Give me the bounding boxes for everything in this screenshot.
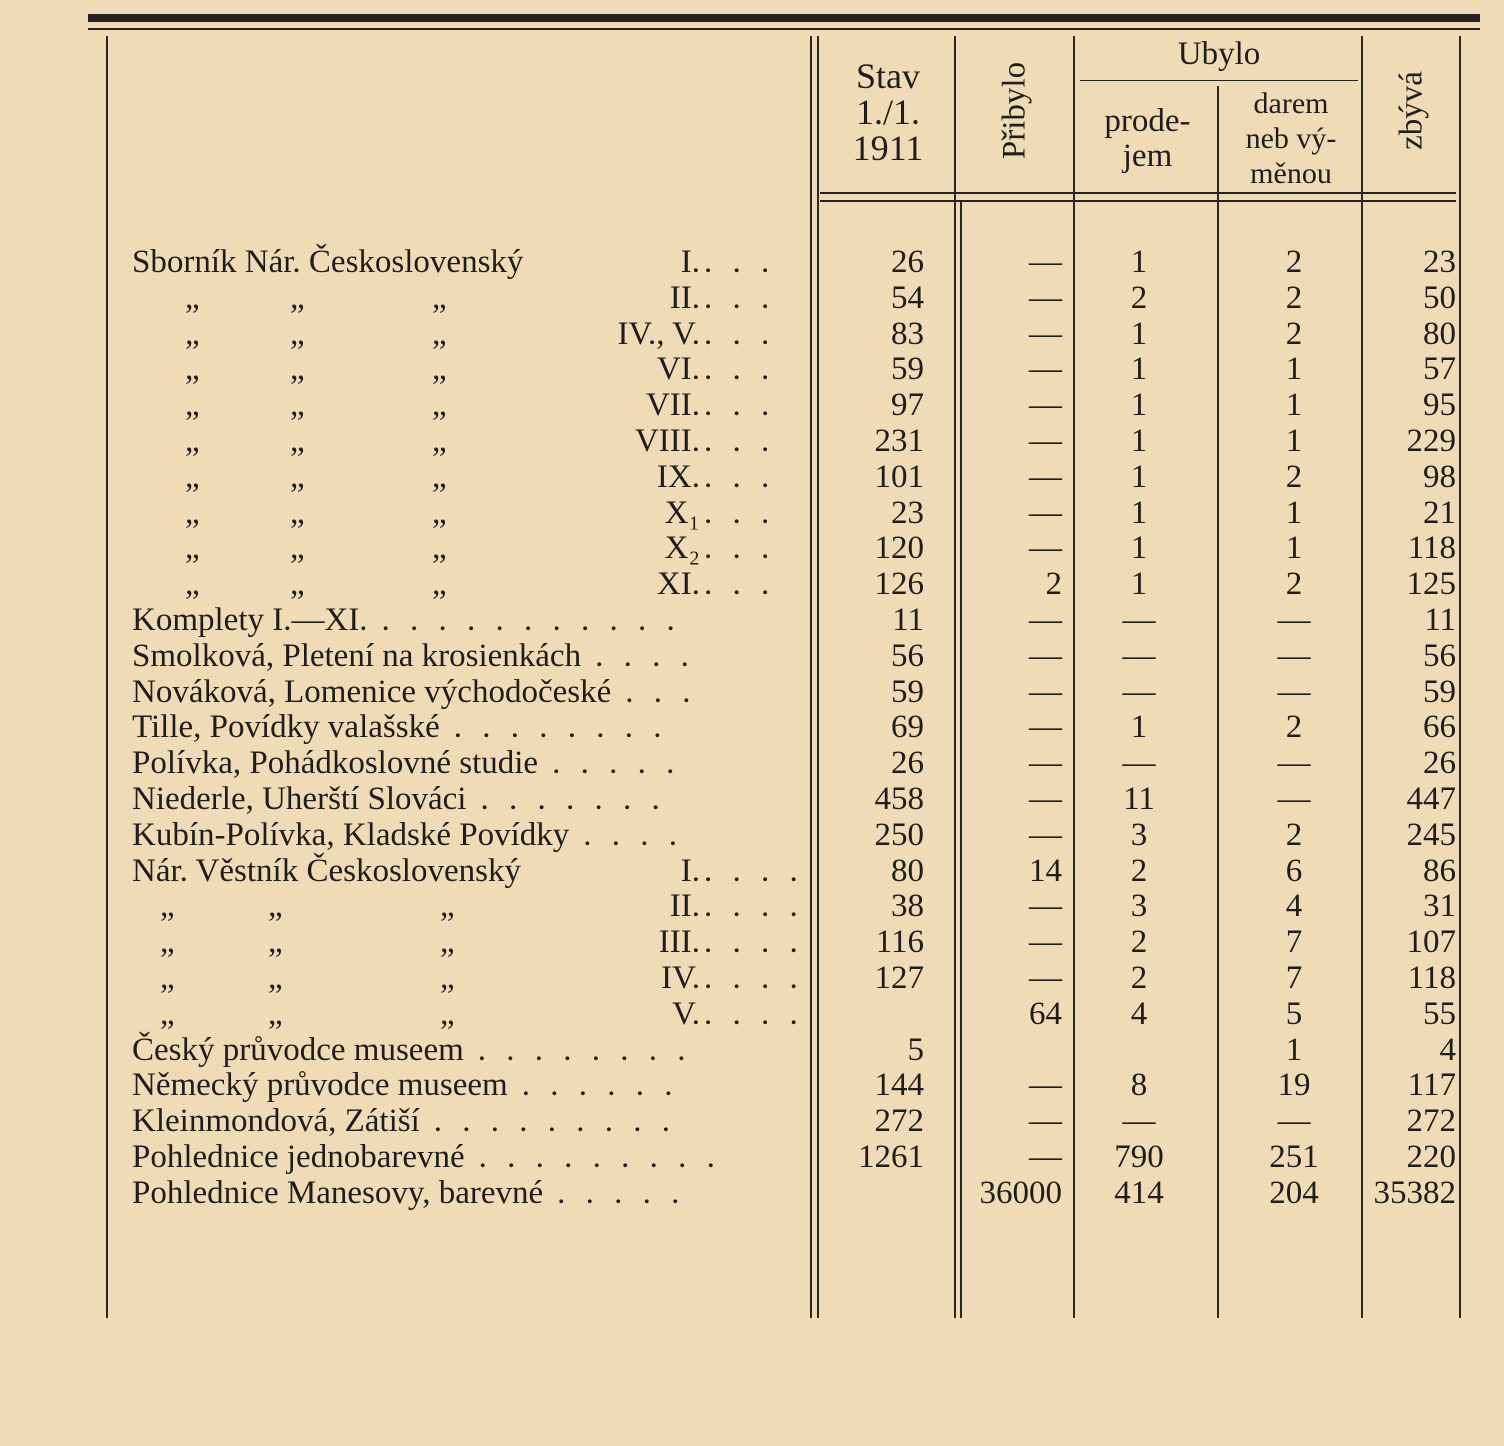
- row-name: Smolková, Pletení na krosienkách: [132, 637, 582, 674]
- row-name: Nováková, Lomenice východočeské: [132, 673, 612, 710]
- table-row: [0, 638, 1504, 674]
- header-darem-line-1: darem: [1253, 87, 1329, 120]
- ditto-mark: „: [160, 995, 175, 1032]
- cell-prodejem: 8: [1130, 1067, 1148, 1104]
- cell-zbyva: 107: [1406, 924, 1456, 961]
- cell-prodejem: 414: [1114, 1174, 1164, 1211]
- row-name: Sborník Nár. Československý: [132, 244, 524, 280]
- cell-stav: 23: [891, 494, 924, 531]
- cell-darem: 7: [1285, 960, 1303, 996]
- cell-pribylo: —: [1029, 244, 1062, 280]
- ditto-mark: „: [432, 458, 447, 495]
- cell-stav: 26: [891, 244, 924, 280]
- cell-pribylo: —: [1029, 315, 1062, 352]
- cell-prodejem: 1: [1130, 351, 1148, 388]
- row-leader-dots: . . . . . . . . .: [433, 1103, 677, 1140]
- cell-stav: 38: [891, 888, 924, 925]
- row-leader-dots: . . . .: [595, 637, 695, 674]
- cell-darem: 1: [1285, 423, 1303, 459]
- ditto-mark: „: [268, 960, 283, 996]
- cell-stav: 272: [874, 1103, 924, 1140]
- cell-prodejem: —: [1122, 673, 1156, 710]
- ditto-mark: „: [185, 494, 200, 531]
- table-row: [0, 316, 1504, 352]
- header-stav-line-3: 1911: [852, 128, 924, 168]
- top-rule-thick: [88, 14, 1480, 22]
- cell-stav: 80: [891, 852, 924, 889]
- cell-darem: 2: [1285, 244, 1303, 280]
- row-name: Pohlednice Manesovy, barevné: [132, 1174, 544, 1211]
- row-volume: IV.: [661, 960, 700, 996]
- row-name: Kubín-Polívka, Kladské Povídky: [132, 816, 570, 853]
- cell-prodejem: 1: [1130, 423, 1148, 459]
- table-row: [0, 924, 1504, 960]
- ditto-mark: „: [440, 888, 455, 925]
- table-row: [0, 423, 1504, 459]
- table-row: [0, 888, 1504, 924]
- cell-zbyva: 55: [1423, 995, 1456, 1032]
- cell-zbyva: 57: [1423, 351, 1456, 388]
- row-leader-dots: . . . . .: [557, 1174, 686, 1211]
- cell-darem: 2: [1285, 566, 1303, 603]
- table-row: [0, 566, 1504, 602]
- ditto-mark: „: [290, 387, 305, 424]
- ditto-mark: „: [185, 458, 200, 495]
- cell-stav: 101: [874, 458, 924, 495]
- ditto-mark: „: [432, 279, 447, 316]
- cell-prodejem: 3: [1130, 888, 1148, 925]
- cell-zbyva: 245: [1406, 816, 1456, 853]
- cell-zbyva: 118: [1407, 960, 1456, 996]
- cell-zbyva: 272: [1406, 1103, 1456, 1140]
- cell-darem: 1: [1285, 351, 1303, 388]
- row-name: Tille, Povídky valašské: [132, 709, 440, 746]
- ditto-mark: „: [440, 960, 455, 996]
- ubylo-underline: [1080, 80, 1358, 81]
- cell-zbyva: 447: [1406, 781, 1456, 817]
- cell-pribylo: —: [1029, 530, 1062, 567]
- header-darem-line-3: měnou: [1250, 157, 1332, 190]
- table-row: [0, 817, 1504, 853]
- ditto-mark: „: [432, 387, 447, 424]
- cell-darem: 2: [1285, 279, 1303, 316]
- cell-zbyva: 66: [1423, 709, 1456, 746]
- cell-prodejem: 1: [1130, 566, 1148, 603]
- header-darem-line-2: neb vý-: [1245, 122, 1337, 155]
- cell-darem: 2: [1285, 709, 1303, 746]
- row-name: Kleinmondová, Zátiší: [132, 1103, 420, 1140]
- ditto-mark: „: [268, 888, 283, 925]
- cell-stav: 458: [874, 781, 924, 817]
- cell-zbyva: 31: [1423, 888, 1456, 925]
- cell-pribylo: 14: [1029, 852, 1062, 889]
- cell-zbyva: 125: [1406, 566, 1456, 603]
- row-leader-dots: . . .: [704, 530, 776, 567]
- ditto-mark: „: [185, 279, 200, 316]
- cell-prodejem: —: [1122, 602, 1156, 638]
- cell-zbyva: 23: [1423, 244, 1456, 280]
- cell-zbyva: 95: [1423, 387, 1456, 424]
- row-leader-dots: . . . . . . . . .: [478, 1139, 721, 1175]
- cell-darem: 1: [1285, 387, 1303, 424]
- ditto-mark: „: [268, 995, 283, 1032]
- row-volume: XI.: [656, 566, 700, 603]
- row-leader-dots: . . . . . .: [521, 1067, 679, 1104]
- ditto-mark: „: [160, 888, 175, 925]
- cell-darem: —: [1277, 781, 1311, 817]
- table-row: [0, 709, 1504, 745]
- header-stav-line-1: Stav: [855, 56, 920, 96]
- cell-stav: 127: [874, 960, 924, 996]
- cell-pribylo: 2: [1045, 566, 1062, 603]
- ditto-mark: „: [290, 279, 305, 316]
- table-row: [0, 1139, 1504, 1175]
- cell-pribylo: —: [1029, 816, 1062, 853]
- row-volume: X₁: [664, 494, 700, 531]
- cell-prodejem: 790: [1114, 1139, 1164, 1175]
- table-row: [0, 745, 1504, 781]
- cell-darem: 2: [1285, 315, 1303, 352]
- cell-stav: 59: [891, 351, 924, 388]
- cell-darem: 251: [1269, 1139, 1319, 1175]
- cell-pribylo: —: [1029, 279, 1062, 316]
- row-volume: VIII.: [634, 423, 700, 459]
- table-row: [0, 781, 1504, 817]
- cell-zbyva: 220: [1406, 1139, 1456, 1175]
- table-row: [0, 495, 1504, 531]
- row-name: Německý průvodce museem: [132, 1067, 508, 1104]
- cell-stav: 54: [891, 279, 924, 316]
- header-ubylo: Ubylo: [1177, 36, 1261, 72]
- cell-pribylo: —: [1029, 673, 1062, 710]
- header-zbyva: zbývá: [1393, 71, 1430, 150]
- header-darem: [1222, 86, 1360, 191]
- cell-stav: 231: [874, 423, 924, 459]
- row-volume: X₂: [664, 530, 700, 567]
- cell-prodejem: 1: [1130, 387, 1148, 424]
- ditto-mark: „: [290, 423, 305, 459]
- cell-zbyva: 59: [1423, 673, 1456, 710]
- cell-zbyva: 118: [1407, 530, 1456, 567]
- row-name: Komplety I.—XI.: [132, 602, 368, 638]
- row-name: Pohlednice jednobarevné: [132, 1139, 465, 1175]
- row-volume: II.: [669, 279, 700, 316]
- table-row: [0, 1103, 1504, 1139]
- row-leader-dots: . . . . . . . .: [453, 709, 668, 746]
- table-row: [0, 674, 1504, 710]
- ditto-mark: „: [160, 960, 175, 996]
- ditto-mark: „: [432, 315, 447, 352]
- row-leader-dots: . . . .: [704, 888, 804, 925]
- row-name: Český průvodce museem: [132, 1031, 464, 1068]
- row-volume: II.: [669, 888, 700, 925]
- table-row: [0, 459, 1504, 495]
- cell-prodejem: 1: [1130, 494, 1148, 531]
- row-leader-dots: . . . .: [704, 924, 804, 961]
- row-leader-dots: . . .: [704, 244, 776, 280]
- row-leader-dots: . . .: [704, 279, 776, 316]
- table-row: [0, 530, 1504, 566]
- cell-zbyva: 21: [1423, 494, 1456, 531]
- cell-stav: 1261: [858, 1139, 924, 1175]
- row-leader-dots: . . . .: [704, 995, 804, 1032]
- cell-pribylo: —: [1029, 494, 1062, 531]
- cell-prodejem: 1: [1130, 709, 1148, 746]
- cell-zbyva: 80: [1423, 315, 1456, 352]
- header-prodejem-line-1: prode-: [1104, 103, 1191, 139]
- cell-prodejem: 1: [1130, 458, 1148, 495]
- row-volume: VII.: [645, 387, 700, 424]
- cell-darem: 1: [1285, 530, 1303, 567]
- cell-zbyva: 35382: [1373, 1174, 1456, 1211]
- row-leader-dots: . . .: [704, 566, 776, 603]
- cell-darem: —: [1277, 637, 1311, 674]
- cell-zbyva: 98: [1423, 458, 1456, 495]
- header-stav: [825, 58, 951, 166]
- cell-zbyva: 50: [1423, 279, 1456, 316]
- row-leader-dots: . . .: [704, 423, 776, 459]
- cell-pribylo: —: [1029, 351, 1062, 388]
- cell-stav: 69: [891, 709, 924, 746]
- cell-pribylo: —: [1029, 637, 1062, 674]
- row-leader-dots: . . . . . . . .: [477, 1031, 692, 1068]
- cell-pribylo: —: [1029, 458, 1062, 495]
- row-leader-dots: . . .: [704, 458, 776, 495]
- ditto-mark: „: [432, 423, 447, 459]
- header-prodejem: [1080, 104, 1215, 174]
- row-leader-dots: . . .: [704, 351, 776, 388]
- row-leader-dots: . . .: [704, 315, 776, 352]
- cell-stav: 250: [874, 816, 924, 853]
- cell-pribylo: —: [1029, 1103, 1062, 1140]
- ditto-mark: „: [290, 351, 305, 388]
- cell-zbyva: 26: [1423, 745, 1456, 782]
- cell-stav: 97: [891, 387, 924, 424]
- ditto-mark: „: [185, 530, 200, 567]
- table-row: [0, 853, 1504, 889]
- cell-prodejem: —: [1122, 637, 1156, 674]
- cell-darem: 4: [1285, 888, 1303, 925]
- cell-stav: 11: [892, 602, 924, 638]
- cell-stav: 120: [874, 530, 924, 567]
- cell-zbyva: 11: [1424, 602, 1456, 638]
- row-name: Nár. Věstník Československý: [132, 852, 521, 889]
- table-row: [0, 351, 1504, 387]
- ditto-mark: „: [440, 995, 455, 1032]
- ditto-mark: „: [185, 423, 200, 459]
- row-volume: I.: [680, 244, 700, 280]
- cell-stav: 126: [874, 566, 924, 603]
- ditto-mark: „: [290, 315, 305, 352]
- header-pribylo: Přibylo: [996, 61, 1033, 160]
- cell-stav: 5: [907, 1031, 924, 1068]
- cell-stav: 116: [875, 924, 924, 961]
- cell-prodejem: 1: [1130, 530, 1148, 567]
- ditto-mark: „: [185, 315, 200, 352]
- cell-stav: 59: [891, 673, 924, 710]
- table-row: [0, 1067, 1504, 1103]
- ditto-mark: „: [290, 530, 305, 567]
- table-row: [0, 602, 1504, 638]
- cell-prodejem: 1: [1130, 244, 1148, 280]
- cell-pribylo: —: [1029, 960, 1062, 996]
- row-leader-dots: . . . . . . .: [480, 781, 666, 817]
- row-leader-dots: . . . . . . . . . . .: [381, 602, 681, 638]
- table-row: [0, 1175, 1504, 1211]
- ditto-mark: „: [185, 351, 200, 388]
- cell-pribylo: —: [1029, 781, 1062, 817]
- ditto-mark: „: [268, 924, 283, 961]
- cell-darem: 1: [1285, 494, 1303, 531]
- cell-stav: 56: [891, 637, 924, 674]
- ditto-mark: „: [432, 351, 447, 388]
- cell-darem: 7: [1285, 924, 1303, 961]
- cell-pribylo: 36000: [979, 1174, 1062, 1211]
- header-bottom-rule-1: [820, 192, 1456, 194]
- cell-pribylo: —: [1029, 423, 1062, 459]
- cell-darem: 204: [1269, 1174, 1319, 1211]
- row-leader-dots: . . .: [704, 387, 776, 424]
- table-row: [0, 960, 1504, 996]
- row-leader-dots: . . . .: [583, 816, 683, 853]
- top-rule-thin: [88, 28, 1480, 30]
- row-leader-dots: . . .: [704, 494, 776, 531]
- row-leader-dots: . . .: [625, 673, 697, 710]
- cell-prodejem: 2: [1130, 852, 1148, 889]
- table-row: [0, 1032, 1504, 1068]
- cell-pribylo: —: [1029, 602, 1062, 638]
- cell-pribylo: —: [1029, 924, 1062, 961]
- cell-stav: 83: [891, 315, 924, 352]
- row-leader-dots: . . . . .: [552, 745, 681, 782]
- row-volume: I.: [680, 852, 700, 889]
- cell-prodejem: 2: [1130, 279, 1148, 316]
- cell-pribylo: —: [1029, 709, 1062, 746]
- cell-darem: —: [1277, 745, 1311, 782]
- ditto-mark: „: [290, 458, 305, 495]
- row-volume: IV., V.: [617, 315, 700, 352]
- row-volume: III.: [658, 924, 700, 961]
- cell-zbyva: 229: [1406, 423, 1456, 459]
- cell-darem: —: [1277, 1103, 1311, 1140]
- cell-pribylo: —: [1029, 1139, 1062, 1175]
- table-row: [0, 244, 1504, 280]
- row-volume: IX.: [656, 458, 700, 495]
- cell-prodejem: —: [1122, 1103, 1156, 1140]
- ditto-mark: „: [185, 387, 200, 424]
- header-prodejem-line-2: jem: [1122, 138, 1173, 174]
- cell-prodejem: —: [1122, 745, 1156, 782]
- cell-stav: 144: [874, 1067, 924, 1104]
- ditto-mark: „: [432, 494, 447, 531]
- cell-prodejem: 11: [1123, 781, 1155, 817]
- cell-zbyva: 86: [1423, 852, 1456, 889]
- ditto-mark: „: [290, 566, 305, 603]
- cell-pribylo: —: [1029, 888, 1062, 925]
- row-leader-dots: . . . .: [704, 852, 804, 889]
- cell-pribylo: —: [1029, 1067, 1062, 1104]
- row-leader-dots: . . . .: [704, 960, 804, 996]
- cell-darem: 6: [1285, 852, 1303, 889]
- cell-prodejem: 2: [1130, 960, 1148, 996]
- row-name: Polívka, Pohádkoslovné studie: [132, 745, 539, 782]
- header-bottom-rule-2: [820, 200, 1456, 202]
- cell-darem: 5: [1285, 995, 1303, 1032]
- cell-pribylo: —: [1029, 387, 1062, 424]
- cell-prodejem: 1: [1130, 315, 1148, 352]
- ditto-mark: „: [432, 530, 447, 567]
- table-row: [0, 387, 1504, 423]
- cell-darem: —: [1277, 673, 1311, 710]
- cell-prodejem: 2: [1130, 924, 1148, 961]
- cell-prodejem: 4: [1130, 995, 1148, 1032]
- table-row: [0, 996, 1504, 1032]
- row-volume: VI.: [656, 351, 700, 388]
- cell-pribylo: —: [1029, 745, 1062, 782]
- ditto-mark: „: [290, 494, 305, 531]
- cell-darem: 2: [1285, 458, 1303, 495]
- cell-darem: 2: [1285, 816, 1303, 853]
- ditto-mark: „: [432, 566, 447, 603]
- ditto-mark: „: [160, 924, 175, 961]
- cell-darem: 1: [1285, 1031, 1303, 1068]
- cell-stav: 26: [891, 745, 924, 782]
- cell-zbyva: 56: [1423, 637, 1456, 674]
- ditto-mark: „: [440, 924, 455, 961]
- cell-zbyva: 4: [1439, 1031, 1456, 1068]
- cell-pribylo: 64: [1029, 995, 1062, 1032]
- cell-prodejem: 3: [1130, 816, 1148, 853]
- row-name: Niederle, Uherští Slováci: [132, 781, 467, 817]
- header-stav-line-2: 1./1.: [855, 92, 920, 132]
- row-volume: V.: [672, 995, 700, 1032]
- cell-darem: —: [1277, 602, 1311, 638]
- cell-darem: 19: [1277, 1067, 1311, 1104]
- cell-zbyva: 117: [1407, 1067, 1456, 1104]
- ditto-mark: „: [185, 566, 200, 603]
- table-row: [0, 280, 1504, 316]
